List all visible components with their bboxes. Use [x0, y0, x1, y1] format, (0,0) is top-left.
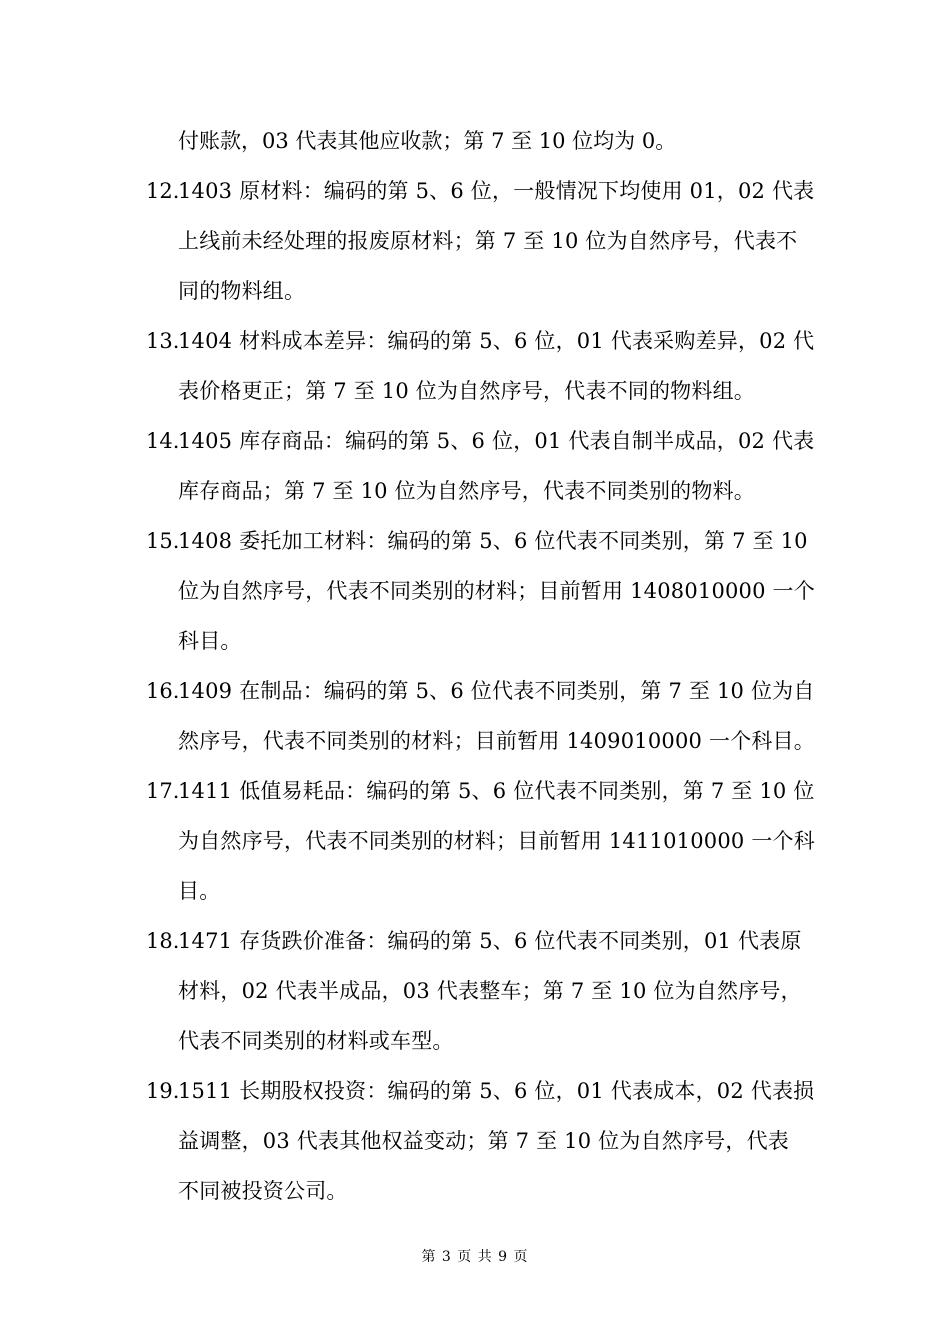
list-item — [146, 1066, 818, 1216]
list-item — [146, 416, 818, 516]
text-line: 代表不同类别的材料或车型。 — [178, 1029, 454, 1053]
list-item — [146, 666, 818, 766]
text-line: 上线前未经处理的报废原材料；第 7 至 10 位为自然序号，代表不 — [178, 229, 798, 253]
text-line: 然序号，代表不同类别的材料；目前暂用 1409010000 一个科目。 — [178, 729, 815, 753]
text-line: 同的物料组。 — [178, 279, 306, 303]
list-item — [146, 916, 818, 1066]
numbered-list — [146, 166, 818, 1216]
list-item-text — [178, 916, 818, 1066]
continuation-paragraph: 付账款，03 代表其他应收款；第 7 至 10 位均为 0。 — [178, 129, 677, 153]
list-item-text — [178, 166, 818, 316]
list-item-text — [178, 316, 818, 416]
list-item-number: 15. — [146, 529, 180, 553]
list-item-number: 18. — [146, 929, 180, 953]
text-line: 1411 低值易耗品：编码的第 5、6 位代表不同类别，第 7 至 10 位 — [178, 779, 815, 803]
list-item-number: 19. — [146, 1079, 180, 1103]
text-line: 1404 材料成本差异：编码的第 5、6 位，01 代表采购差异，02 代 — [178, 329, 815, 353]
list-item-number: 16. — [146, 679, 180, 703]
list-item-number: 12. — [146, 179, 180, 203]
text-line: 位为自然序号，代表不同类别的材料；目前暂用 1408010000 一个 — [178, 579, 815, 603]
text-line: 科目。 — [178, 629, 242, 653]
list-item — [146, 166, 818, 316]
text-line: 目。 — [178, 879, 221, 903]
list-item — [146, 766, 818, 916]
list-item-number: 17. — [146, 779, 180, 803]
list-item-number: 13. — [146, 329, 180, 353]
text-line: 1405 库存商品：编码的第 5、6 位，01 代表自制半成品，02 代表 — [178, 429, 815, 453]
text-line: 为自然序号，代表不同类别的材料；目前暂用 1411010000 一个科 — [178, 829, 815, 853]
list-item-text — [178, 766, 818, 916]
text-line: 1403 原材料：编码的第 5、6 位，一般情况下均使用 01，02 代表 — [178, 179, 815, 203]
list-item-number: 14. — [146, 429, 180, 453]
list-item — [146, 516, 818, 666]
list-item-text — [178, 1066, 818, 1216]
list-item-text — [178, 416, 818, 516]
list-item-text — [178, 516, 818, 666]
text-line: 库存商品；第 7 至 10 位为自然序号，代表不同类别的物料。 — [178, 479, 755, 503]
text-line: 1409 在制品：编码的第 5、6 位代表不同类别，第 7 至 10 位为自 — [178, 679, 815, 703]
list-item-text — [178, 666, 818, 766]
page-footer: 第 3 页 共 9 页 — [421, 1249, 529, 1265]
text-line: 不同被投资公司。 — [178, 1179, 348, 1203]
text-line: 1408 委托加工材料：编码的第 5、6 位代表不同类别，第 7 至 10 — [178, 529, 808, 553]
text-line: 1511 长期股权投资：编码的第 5、6 位，01 代表成本，02 代表损 — [178, 1079, 815, 1103]
text-line: 表价格更正；第 7 至 10 位为自然序号，代表不同的物料组。 — [178, 379, 755, 403]
text-line: 益调整，03 代表其他权益变动；第 7 至 10 位为自然序号，代表 — [178, 1129, 789, 1153]
text-line: 材料，02 代表半成品，03 代表整车；第 7 至 10 位为自然序号， — [178, 979, 802, 1003]
text-line: 1471 存货跌价准备：编码的第 5、6 位代表不同类别，01 代表原 — [178, 929, 802, 953]
list-item — [146, 316, 818, 416]
